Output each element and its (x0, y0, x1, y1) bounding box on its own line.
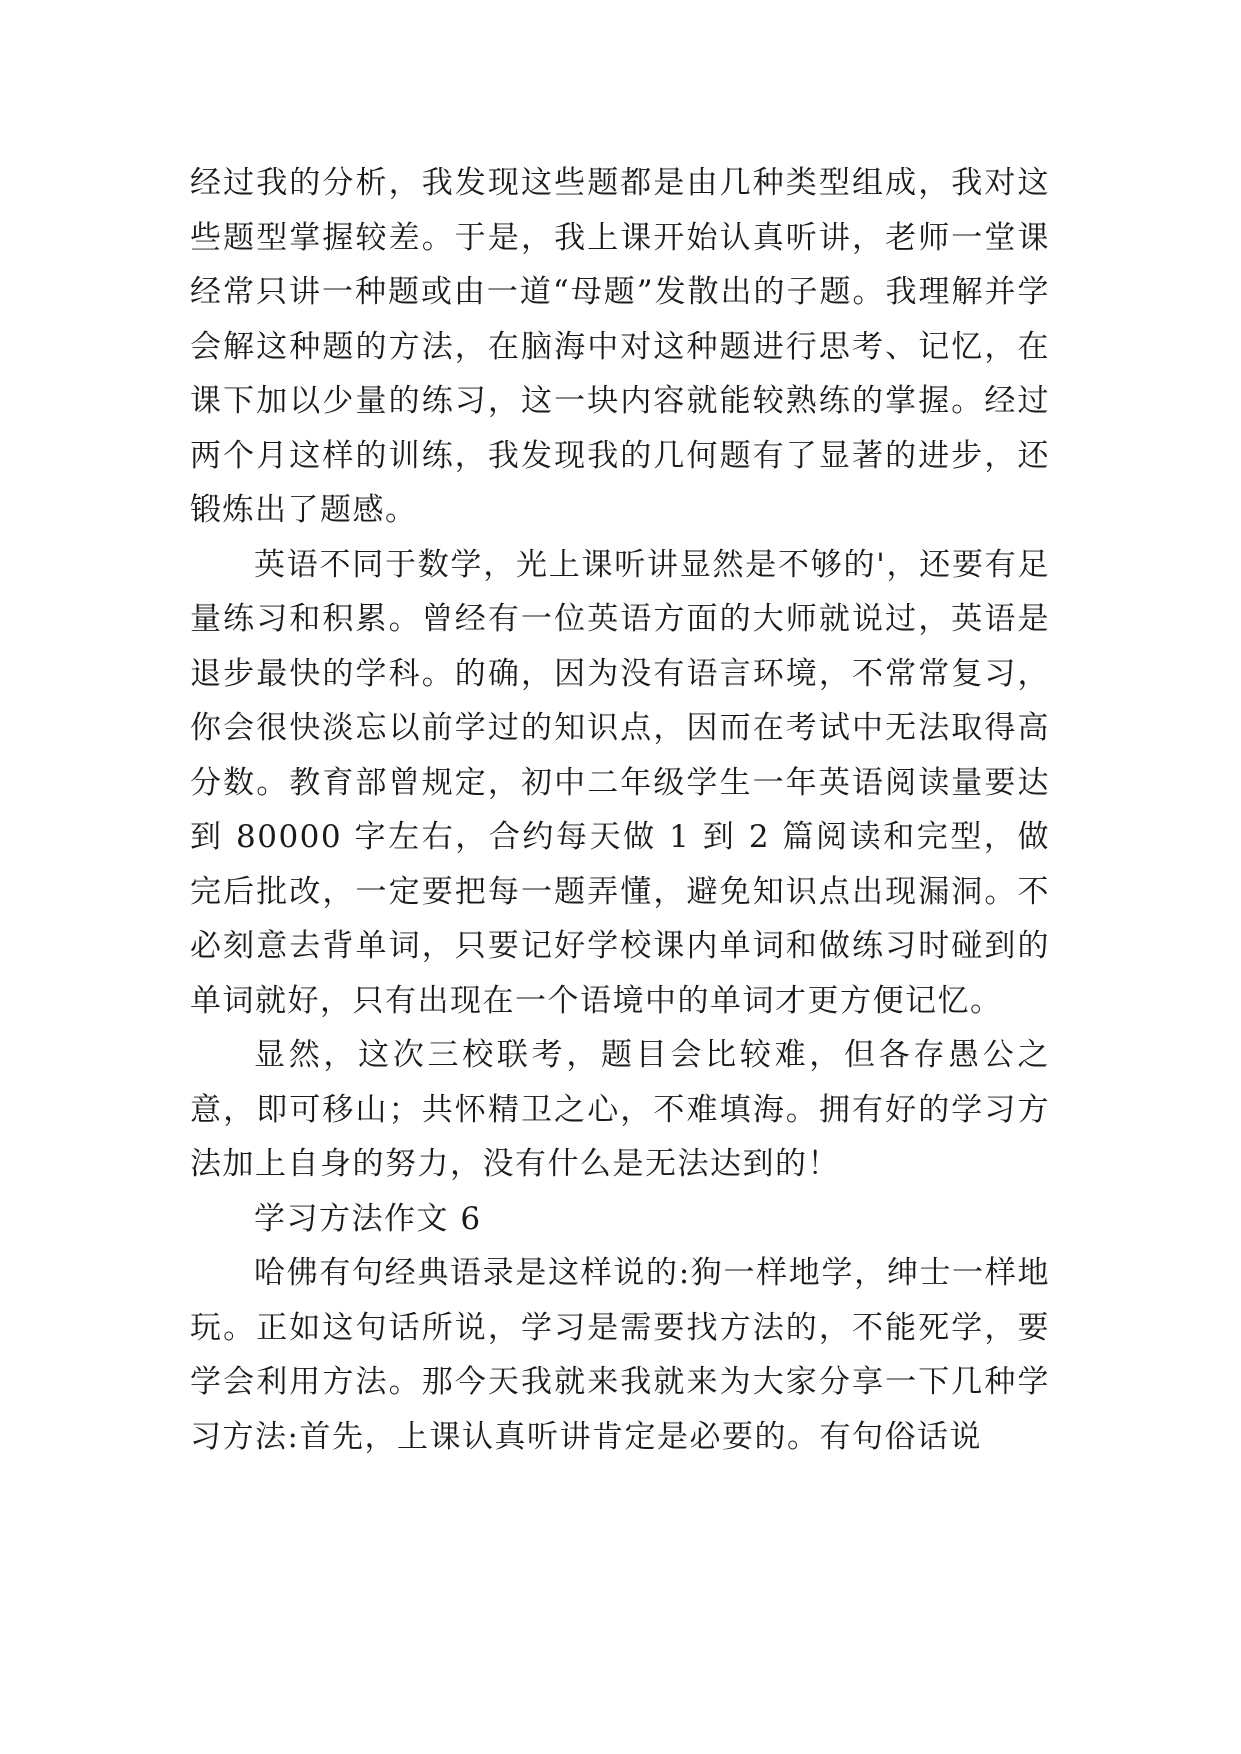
paragraph-conclusion: 显然，这次三校联考，题目会比较难，但各存愚公之意，即可移山；共怀精卫之心，不难填海。拥有好的学习方法加上自身的努力，没有什么是无法达到的！ (190, 1037, 1050, 1182)
paragraph-geometry-practice: 经过我的分析，我发现这些题都是由几种类型组成，我对这些题型掌握较差。于是，我上课开始认真听讲，老师一堂课经常只讲一种题或由一道“母题”发散出的子题。我理解并学会解这种题的方法，在脑海中对这种题进行思考、记忆，在课下加以少量的练习，这一块内容就能较熟练的掌握。经过两个月这样的训练，我发现我的几何题有了显著的进步，还锻炼出了题感。 (190, 165, 1050, 528)
paragraph-english-study: 英语不同于数学，光上课听讲显然是不够的'，还要有足量练习和积累。曾经有一位英语方面的大师就说过，英语是退步最快的学科。的确，因为没有语言环境，不常常复习，你会很快淡忘以前学过的知识点，因而在考试中无法取得高分数。教育部曾规定，初中二年级学生一年英语阅读量要达到 80000 字左右，合约每天做 1 到 2 篇阅读和完型，做完后批改，一定要把每一题弄懂，避免知识点出现漏洞。不必刻意去背单词，只要记好学校课内单词和做练习时碰到的单词就好，只有出现在一个语境中的单词才更方便记忆。 (190, 546, 1050, 1019)
paragraph-harvard-quote: 哈佛有句经典语录是这样说的:狗一样地学，绅士一样地玩。正如这句话所说，学习是需要找方法的，不能死学，要学会利用方法。那今天我就来我就来为大家分享一下几种学习方法:首先，上课认真听讲肯定是必要的。有句俗话说 (190, 1255, 1050, 1455)
section-heading: 学习方法作文 6 (254, 1200, 482, 1237)
document-body (190, 156, 1050, 1464)
